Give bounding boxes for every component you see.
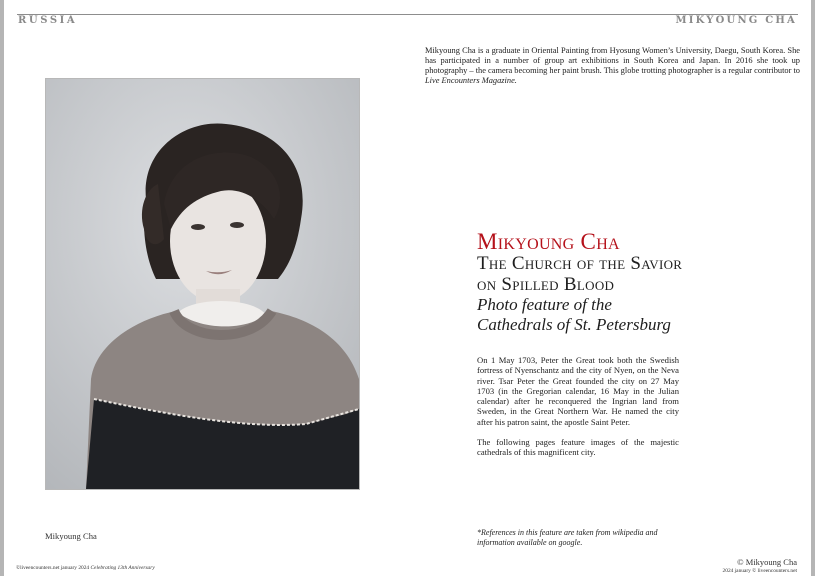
footer-copyright: ©liveencounters.net january 2024 (16, 565, 91, 571)
footer-left (16, 565, 155, 571)
magazine-name: Live Encounters Magazine. (425, 76, 517, 85)
section-label: RUSSIA (18, 15, 78, 26)
feature-subtitle-line1: Photo feature of the (477, 295, 612, 314)
body-paragraph: On 1 May 1703, Peter the Great took both the Swedish fortress of Nyenschantz and the city of Nyen, on the Neva river. Tsar Peter the Great founded the city on 27 May 1703 (in the Gregorian calendar, 16 May in the Julian calendar) after he reconquered the Ingrian land from Sweden, in the Great Northern War. He named the city after his patron saint, the apostle Saint Peter. (477, 355, 679, 427)
feature-author: Mikyoung Cha (477, 229, 620, 254)
feature-title-block (477, 230, 777, 335)
page-edge-left (0, 0, 4, 576)
portrait-illustration (46, 79, 359, 489)
credit-line: 2024 january © liveencounters.net (722, 568, 797, 574)
feature-subtitle-line2: Cathedrals of St. Petersburg (477, 315, 671, 334)
author-bio (425, 46, 800, 86)
feature-body (477, 355, 679, 468)
author-label: MIKYOUNG CHA (675, 15, 797, 26)
photo-caption: Mikyoung Cha (45, 531, 97, 541)
portrait-photo (45, 78, 360, 490)
references-note: *References in this feature are taken from wikipedia and information available on google. (477, 528, 658, 547)
body-paragraph: The following pages feature images of the majestic cathedrals of this magnificent city. (477, 437, 679, 458)
footer-anniversary: Celebrating 13th Anniversary (90, 565, 155, 571)
feature-title-line1: The Church of the Savior (477, 253, 683, 274)
page-edge-right (811, 0, 815, 576)
credit-name: © Mikyoung Cha (737, 557, 797, 567)
bio-text: Mikyoung Cha is a graduate in Oriental Painting from Hyosung Women’s University, Daegu, South Korea. She has participated in a number of group art exhibitions in South Korea and Japan. In 2016 she took up photography – the camera becoming her paint brush. This globe trotting photographer is a regular contributor to (425, 46, 800, 75)
feature-title-line2: on Spilled Blood (477, 274, 615, 295)
photo-credit (723, 557, 797, 575)
